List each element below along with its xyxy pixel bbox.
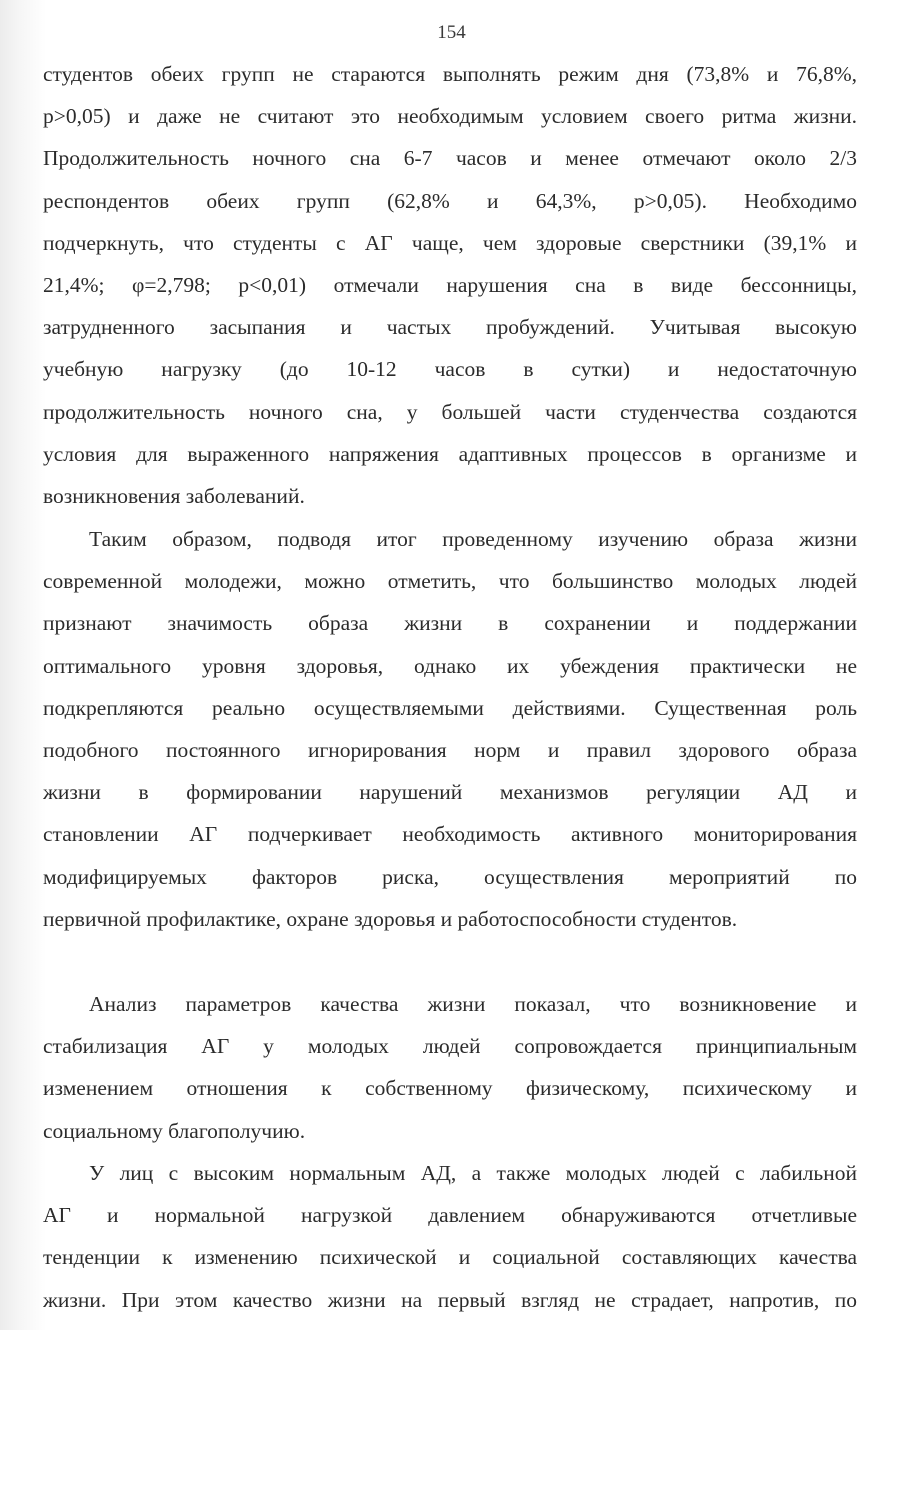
text-line: первичной профилактике, охране здоровья и работоспособности студентов. bbox=[43, 906, 738, 931]
scan-shadow-edge bbox=[0, 0, 46, 1330]
text-line: подкрепляются реально осуществляемыми действиями. Существенная роль bbox=[43, 695, 857, 720]
text-line: современной молодежи, можно отметить, что большинство молодых людей bbox=[43, 569, 857, 594]
text-line: респондентов обеих групп (62,8% и 64,3%, р>0,05). Необходимо bbox=[43, 188, 857, 213]
text-line: затрудненного засыпания и частых пробуждений. Учитывая высокую bbox=[43, 315, 857, 340]
text-line: Продолжительность ночного сна 6-7 часов и менее отмечают около 2/3 bbox=[43, 146, 857, 171]
text-line: жизни в формировании нарушений механизмов регуляции АД и bbox=[43, 780, 857, 805]
text-line: становлении АГ подчеркивает необходимость активного мониторирования bbox=[43, 822, 857, 847]
page-number: 154 bbox=[437, 22, 466, 43]
text-line: тенденции к изменению психической и социальной составляющих качества bbox=[43, 1245, 857, 1270]
text-line: учебную нагрузку (до 10-12 часов в сутки) и недостаточную bbox=[43, 357, 857, 382]
text-line: АГ и нормальной нагрузкой давлением обнаруживаются отчетливые bbox=[43, 1203, 857, 1228]
text-line: оптимального уровня здоровья, однако их убеждения практически не bbox=[43, 653, 857, 678]
text-line: У лиц с высоким нормальным АД, а также молодых людей с лабильной bbox=[89, 1161, 857, 1185]
paragraph-high-normal-bp bbox=[43, 1152, 857, 1321]
text-line: модифицируемых факторов риска, осуществления мероприятий по bbox=[43, 864, 857, 889]
paragraph-quality-of-life bbox=[43, 983, 857, 1152]
text-line: признают значимость образа жизни в сохранении и поддержании bbox=[43, 611, 857, 636]
text-line: социальному благополучию. bbox=[43, 1118, 306, 1143]
text-line: подобного постоянного игнорирования норм и правил здорового образа bbox=[43, 737, 857, 762]
text-line: изменением отношения к собственному физическому, психическому и bbox=[43, 1076, 857, 1101]
paragraph-sleep-regime bbox=[43, 53, 857, 517]
text-line: Анализ параметров качества жизни показал, что возникновение и bbox=[89, 992, 857, 1016]
text-line: 21,4%; φ=2,798; р<0,01) отмечали нарушения сна в виде бессонницы, bbox=[43, 272, 857, 297]
text-line: продолжительность ночного сна, у большей части студенчества создаются bbox=[43, 399, 857, 424]
text-line: возникновения заболеваний. bbox=[43, 483, 305, 508]
text-line: стабилизация АГ у молодых людей сопровождается принципиальным bbox=[43, 1034, 857, 1059]
text-line: подчеркнуть, что студенты с АГ чаще, чем здоровые сверстники (39,1% и bbox=[43, 230, 857, 255]
text-line: жизни. При этом качество жизни на первый взгляд не страдает, напротив, по bbox=[43, 1287, 857, 1312]
text-line: р>0,05) и даже не считают это необходимым условием своего ритма жизни. bbox=[43, 104, 857, 129]
text-line: студентов обеих групп не стараются выполнять режим дня (73,8% и 76,8%, bbox=[43, 62, 857, 86]
text-line: условия для выраженного напряжения адаптивных процессов в организме и bbox=[43, 441, 857, 466]
text-line: Таким образом, подводя итог проведенному изучению образа жизни bbox=[89, 527, 857, 551]
paragraph-conclusion bbox=[43, 518, 857, 940]
